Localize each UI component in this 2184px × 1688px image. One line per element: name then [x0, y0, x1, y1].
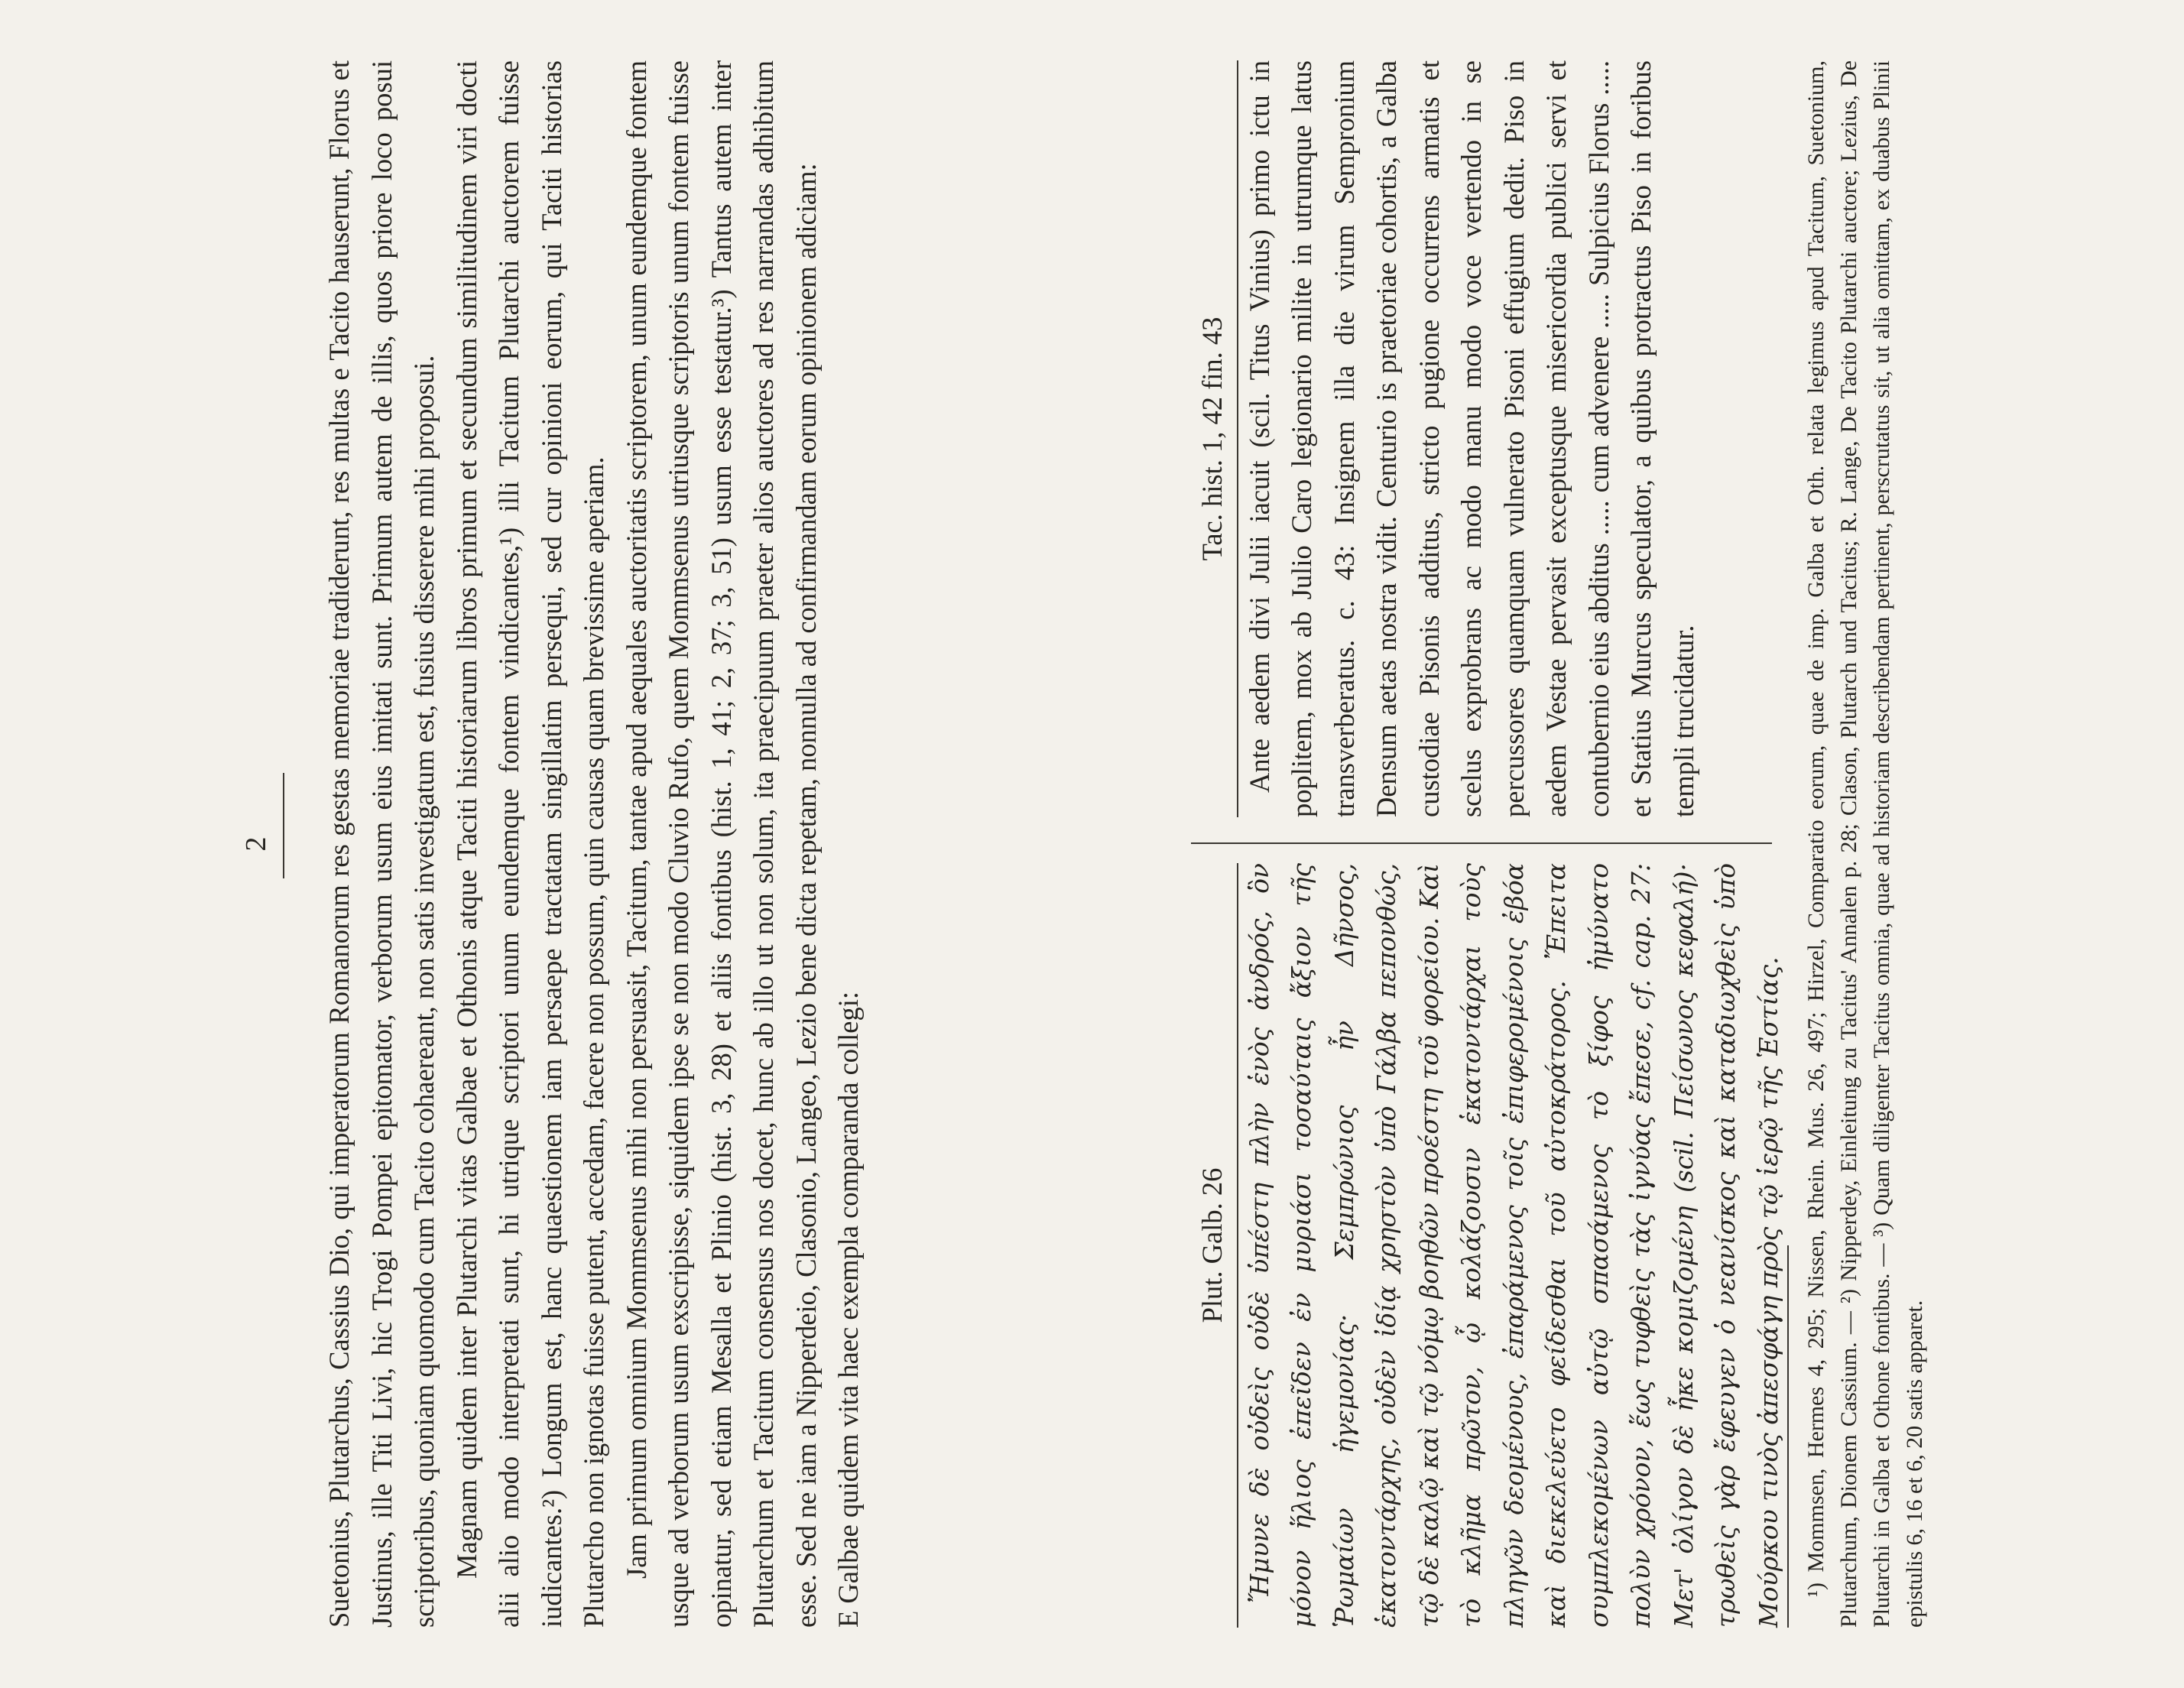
column-separator: [1191, 842, 1772, 844]
tacitus-column: [1191, 60, 1705, 817]
footnote-text: ¹) Mommsen, Hermes 4, 295; Nissen, Rhein. Mus. 26, 497; Hirzel, Comparatio eorum, quae de imp. Galba et Oth. relata legimus apud Tacitum, Suetonium, Plutarchum, Dionem Cassium. — ²) Nipperdey, Einleitung zu Tacitus' Annalen p. 28; Clason, Plutarch und Tacitus; R. Lange, De Tacito Plutarchi auctore; Lezius, De Plutarchi in Galba et Othone fontibus. — ³) Quam diligenter Tacitus omnia, quae ad historiam describendam pertinent, perscrutatus sit, ut alia omittam, ex duabus Plinii epistulis 6, 16 et 6, 20 satis apparet.: [1803, 60, 1927, 1628]
comparison-columns: [1191, 60, 1783, 1628]
paragraph-3: Jam primum omnium Mommsenus mihi non persuasit, Tacitum, tantae apud aequales auctoritatis scriptorem, unum eundemque fontem usque ad verborum usum exscripisse, siquidem ipse se non modo Cluvio Rufo, quem Mommsenus utriusque scriptoris unum fontem fuisse opinatur, sed etiam Mesalla et Plinio (hist. 3, 28) et aliis fontibus (hist. 1, 41; 2, 37; 3, 51) usum esse testatur.³) Tantus autem inter Plutarchum et Tacitum consensus nos docet, hunc ab illo ut non solum, ita praecipuum praeter alios auctores ad res narrandas adhibitum esse. Sed ne iam a Nipperdeio, Clasonio, Langeo, Lezio bene dicta repetam, nonnulla ad confirmandam eorum opinionem adiciam:: [620, 60, 822, 1628]
tacitus-text: Ante aedem divi Julii iacuit (scil. Titus Vinius) primo ictu in poplitem, mox ab Julio Caro legionario milite in utrumque latus transverberatus. c. 43: Insignem illa die virum Sempronium Densum aetas nostra vidit. Centurio is praetoriae cohortis, a Galba custodiae Pisonis additus, stricto pugione occurrens armatis et scelus exprobrans ac modo manu modo voce vertendo in se percussores quamquam vulnerato Pisoni effugium dedit. Piso in aedem Vestae pervasit exceptusque misericordia publici servi et contubernio eius abditus ..... cum advenere ..... Sulpicius Florus ..... et Statius Murcus speculator, a quibus protractus Piso in foribus templi trucidatur.: [1243, 60, 1699, 817]
plutarch-text: Ἤμυνε δὲ οὐδεὶς οὐδὲ ὑπέστη πλὴν ἑνὸς ἀνδρός, ὃν μόνον ἥλιος ἐπεῖδεν ἐν μυριάσι τοσαύταις ἄξιον τῆς Ῥωμαίων ἡγεμονίας· Σεμπρώνιος ἦν Δῆνσος, ἑκατοντάρχης, οὐδὲν ἰδίᾳ χρηστὸν ὑπὸ Γάλβα πεπονθώς, τῷ δὲ καλῷ καὶ τῷ νόμῳ βοηθῶν προέστη τοῦ φορείου. Καὶ τὸ κλῆμα πρῶτον, ᾧ κολάζουσιν ἑκατοντάρχαι τοὺς πληγῶν δεομένους, ἐπαράμενος τοῖς ἐπιφερομένοις ἐβόα καὶ διεκελεύετο φείδεσθαι τοῦ αὐτοκράτορος. Ἔπειτα συμπλεκομένων αὐτῷ σπασάμενος τὸ ξίφος ἠμύνατο πολὺν χρόνον, ἕως τυφθεὶς τὰς ἰγνύας ἔπεσε, cf. cap. 27: Μετ' ὀλίγον δὲ ἧκε κομιζομένη (scil. Πείσωνος κεφαλή)· τρωθεὶς γὰρ ἔφευγεν ὁ νεανίσκος καὶ καταδιωχθεὶς ὑπὸ Μούρκου τινὸς ἀπεσφάγη πρὸς τῷ ἱερῷ τῆς Ἑστίας.: [1244, 863, 1783, 1628]
page-number-rule: [283, 773, 284, 878]
plutarch-heading: Plut. Galb. 26: [1196, 1167, 1228, 1323]
paragraph-1: Suetonius, Plutarchus, Cassius Dio, qui imperatorum Romanorum res gestas memoriae tradiderunt, res multas e Tacito hauserunt, Florus et Justinus, ille Titi Livi, hic Trogi Pompei epitomator, verborum usum eius imitati sunt. Primum autem de illis, quos priore loco posui scriptoribus, quoniam quomodo cum Tacito cohaereant, non satis investigatum est, fusius disserere mihi proposui.: [323, 60, 440, 1628]
plutarch-column: [1191, 863, 1790, 1628]
left-heading-rule: [1237, 863, 1238, 1628]
page-number: 2: [240, 836, 272, 852]
comparison-intro: E Galbae quidem vita haec exempla comparanda collegi:: [832, 991, 864, 1628]
paragraph-2: Magnam quidem inter Plutarchi vitas Galbae et Othonis atque Taciti historiarum libros primum et secundum similitudinem viri docti alii alio modo interpretati sunt, hi utrique scriptori unum eundemque fontem vindicantes,¹) illi Tacitum Plutarchi auctorem fuisse iudicantes.²) Longum est, hanc quaestionem iam persaepe tractatam singillatim persequi, sed cur opinioni eorum, qui Taciti historias Plutarcho non ignotas fuisse putent, accedam, facere non possum, quin causas quam brevissime aperiam.: [450, 60, 609, 1628]
tacitus-heading: Tac. hist. 1, 42 fin. 43: [1196, 316, 1228, 561]
body-text: [318, 60, 870, 1628]
printed-page: [220, 60, 1963, 1628]
footnote-rule: [1787, 1245, 1789, 1628]
footnotes: [1787, 60, 1931, 1628]
